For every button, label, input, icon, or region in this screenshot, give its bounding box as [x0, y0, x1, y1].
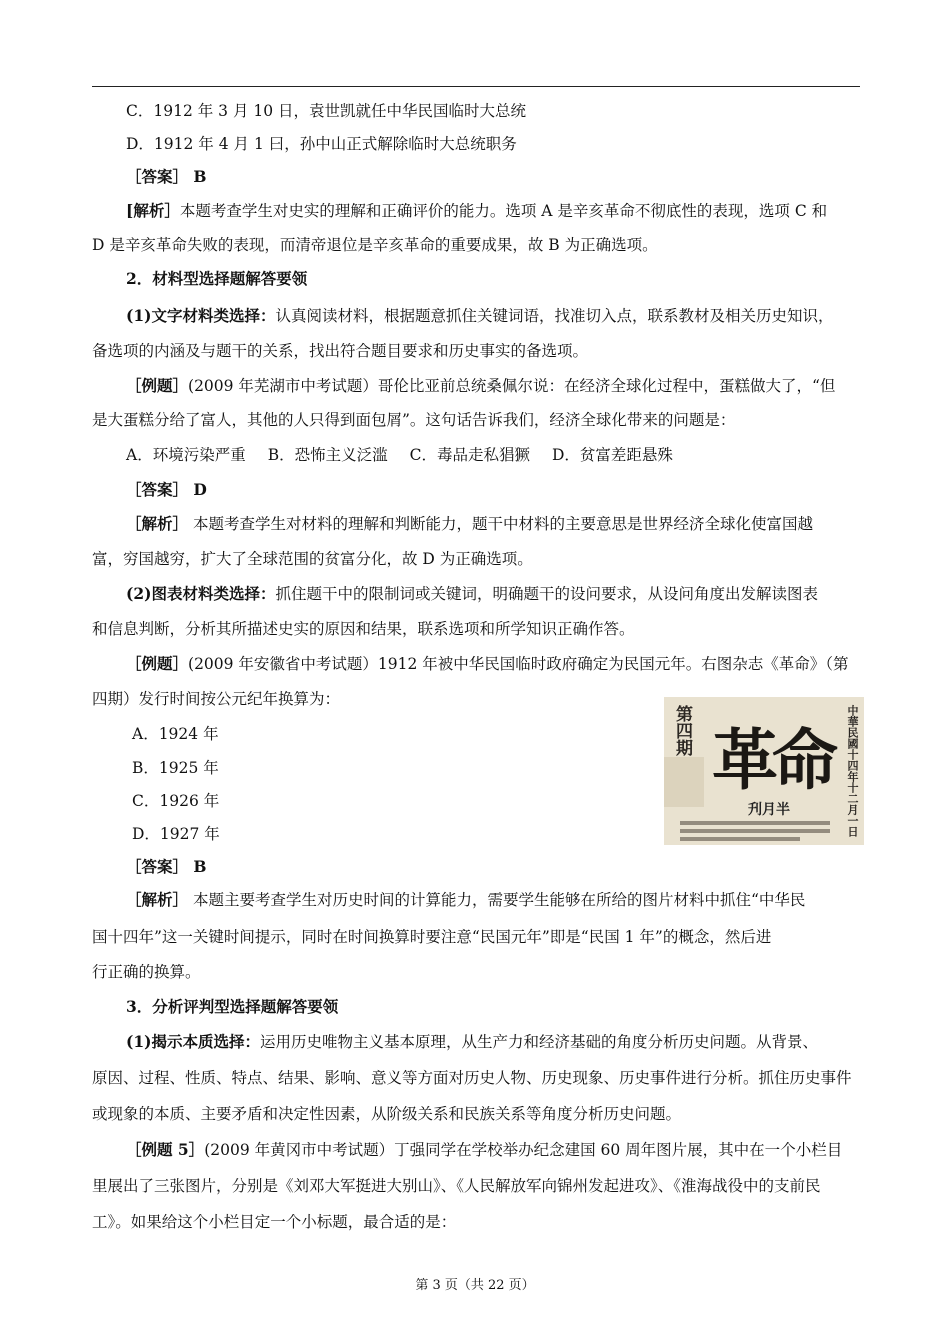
magazine-title: 革命	[712, 721, 832, 799]
option-d: D．贫富差距悬殊	[551, 446, 673, 464]
explanation-cont: 行正确的换算。	[92, 963, 201, 981]
explanation: ［解析］ 本题主要考查学生对历史时间的计算能力，需要学生能够在所给的图片材料中抓住“中华民	[126, 890, 806, 909]
option-b: B．恐怖主义泛滥	[267, 446, 388, 464]
magazine-issue: 第四期	[672, 705, 692, 756]
option-c: C．1926 年	[132, 792, 220, 810]
magazine-publisher: 刋月半	[748, 802, 790, 818]
example-cont: 工》。如果给这个小栏目定一个小标题，最合适的是：	[92, 1213, 457, 1231]
option-d: D．1912 年 4 月 1 曰，孙中山正式解除临时大总统职务	[126, 135, 517, 153]
option-c: C．1912 年 3 月 10 日，袁世凯就任中华民国临时大总统	[126, 102, 527, 120]
paragraph: (1)文字材料类选择：认真阅读材料，根据题意抓住关键词语，找准切入点，联系教材及相关历史知识，	[126, 306, 834, 325]
explanation: [解析］本题考查学生对史实的理解和正确评价的能力。选项 A 是辛亥革命不彻底性的表现，选项 C 和	[126, 201, 828, 220]
answer: ［答案］ B	[126, 167, 207, 186]
paragraph-cont: 原因、过程、性质、特点、结果、影响、意义等方面对历史人物、历史现象、历史事件进行分析。抓住历史事件	[92, 1069, 852, 1087]
section-heading: 2．材料型选择题解答要领	[126, 269, 308, 288]
paragraph-cont: 和信息判断，分析其所描述史实的原因和结果，联系选项和所学知识正确作答。	[92, 620, 635, 638]
answer: ［答案］ D	[126, 480, 207, 499]
option-a: A．1924 年	[132, 725, 219, 743]
paragraph-cont: 或现象的本质、主要矛盾和决定性因素，从阶级关系和民族关系等角度分析历史问题。	[92, 1105, 682, 1123]
paragraph: (2)图表材料类选择：抓住题干中的限制词或关键词，明确题干的设问要求，从设问角度出发解读图表	[126, 584, 818, 603]
example-cont: 里展出了三张图片，分别是《刘邓大军挺进大别山》、《人民解放军向锦州发起进攻》、《淮海战役中的支前民	[92, 1177, 821, 1195]
option-b: B．1925 年	[132, 759, 219, 777]
example: ［例题 5］(2009 年黄冈市中考试题）丁强同学在学校举办纪念建国 60 周年图片展，其中在一个小栏目	[126, 1140, 843, 1159]
answer: ［答案］ B	[126, 857, 207, 876]
page-footer: 第 3 页（共 22 页）	[415, 1278, 535, 1293]
section-heading: 3．分析评判型选择题解答要领	[126, 997, 339, 1016]
option-d: D．1927 年	[132, 825, 220, 843]
magazine-cover-image	[664, 697, 864, 845]
example-cont: 是大蛋糕分给了富人，其他的人只得到面包屑”。这句话告诉我们，经济全球化带来的问题是：	[92, 411, 736, 429]
explanation-cont: D 是辛亥革命失败的表现，而清帝退位是辛亥革命的重要成果，故 B 为正确选项。	[92, 236, 658, 254]
option-c: C．毒品走私猖獗	[409, 446, 530, 464]
example-cont: 四期）发行时间按公元纪年换算为：	[92, 690, 341, 708]
explanation-cont: 国十四年”这一关键时间提示，同时在时间换算时要注意“民国元年”即是“民国 1 年”的概念，然后进	[92, 928, 772, 946]
paragraph: (1)揭示本质选择：运用历史唯物主义基本原理，从生产力和经济基础的角度分析历史问题。从背景、	[126, 1032, 818, 1051]
options-row	[126, 445, 695, 465]
header-rule	[92, 86, 860, 87]
option-a: A．环境污染严重	[126, 446, 246, 464]
magazine-date: 中華民國十四年十二月一日	[846, 705, 859, 837]
paragraph-cont: 备选项的内涵及与题干的关系，找出符合题目要求和历史事实的备选项。	[92, 342, 589, 360]
explanation: ［解析］ 本题考查学生对材料的理解和判断能力，题干中材料的主要意思是世界经济全球化使富国越	[126, 514, 813, 533]
explanation-cont: 富，穷国越穷，扩大了全球范围的贫富分化，故 D 为正确选项。	[92, 550, 533, 568]
example: ［例题］(2009 年安徽省中考试题）1912 年被中华民国临时政府确定为民国元年。右图杂志《革命》（第	[126, 654, 849, 673]
example: ［例题］(2009 年芜湖市中考试题）哥伦比亚前总统桑佩尔说：在经济全球化过程中，蛋糕做大了，“但	[126, 376, 836, 395]
